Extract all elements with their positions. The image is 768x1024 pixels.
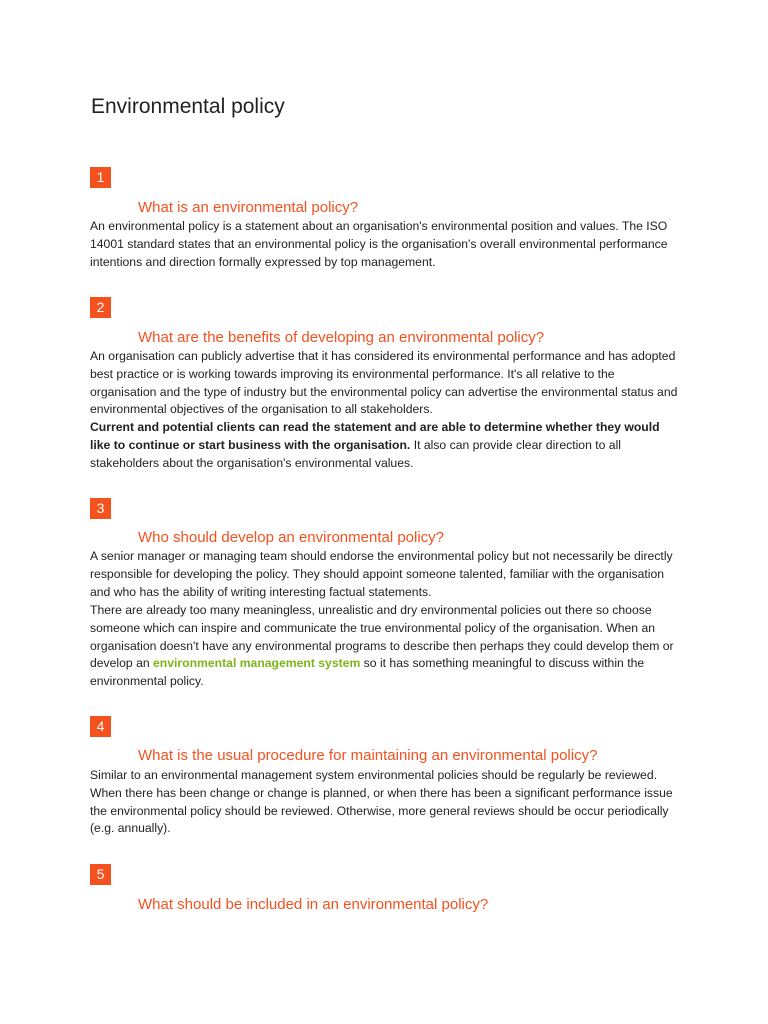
section-paragraph: Similar to an environmental management system environmental policies should be regularly be reviewed. When there has been change or change is planned, or when there has been a significant performance issue the environmental policy should be reviewed. Otherwise, more general reviews should be occur periodically (e.g. annually). (90, 768, 673, 836)
section-question: What should be included in an environmental policy? (138, 896, 489, 913)
section-number-badge: 4 (90, 716, 111, 737)
body-text: It also can provide clear direction to all stakeholders about the organisation's environmental values. (90, 437, 621, 470)
section-number-badge: 5 (90, 864, 111, 885)
section-number-badge: 2 (90, 297, 111, 318)
environmental-management-system-link[interactable]: environmental management system (153, 656, 361, 671)
section-question: What is an environmental policy? (138, 199, 359, 216)
section-question: What is the usual procedure for maintaining an environmental policy? (138, 747, 598, 764)
section-question: Who should develop an environmental policy? (138, 529, 445, 546)
section-paragraph: A senior manager or managing team should endorse the environmental policy but not necessarily be directly responsible for developing the policy. They should appoint someone talented, familiar with the organisation and who has the ability of writing interesting factual statements. (90, 549, 673, 599)
section-paragraph (90, 602, 680, 691)
section-number-badge: 1 (90, 167, 111, 188)
section-paragraph: An environmental policy is a statement about an organisation's environmental position and values. The ISO 14001 standard states that an environmental policy is the organisation's overall environmental performance intentions and direction formally expressed by top management. (90, 219, 668, 269)
section-paragraph: An organisation can publicly advertise that it has considered its environmental performance and has adopted best practice or is working towards improving its environmental performance. It's all relative to the organisation and the type of industry but the environmental policy can advertise the environmental status and environmental objectives of the organisation to all stakeholders. (90, 349, 678, 417)
emphasis-text: Current and potential clients can read the statement and are able to determine whether they would like to continue or start business with the organisation. (90, 420, 660, 452)
section-question: What are the benefits of developing an environmental policy? (138, 329, 545, 346)
body-text: so it has something meaningful to discuss within the environmental policy. (90, 656, 645, 689)
section-paragraph (90, 419, 680, 472)
body-text: There are already too many meaningless, unrealistic and dry environmental policies out there so choose someone which can inspire and communicate the true environmental policy of the organisation. When an organisation doesn't have any environmental programs to describe then perhaps they could develop them or develop an (90, 603, 674, 671)
page-title: Environmental policy (91, 95, 285, 118)
section-number-badge: 3 (90, 498, 111, 519)
